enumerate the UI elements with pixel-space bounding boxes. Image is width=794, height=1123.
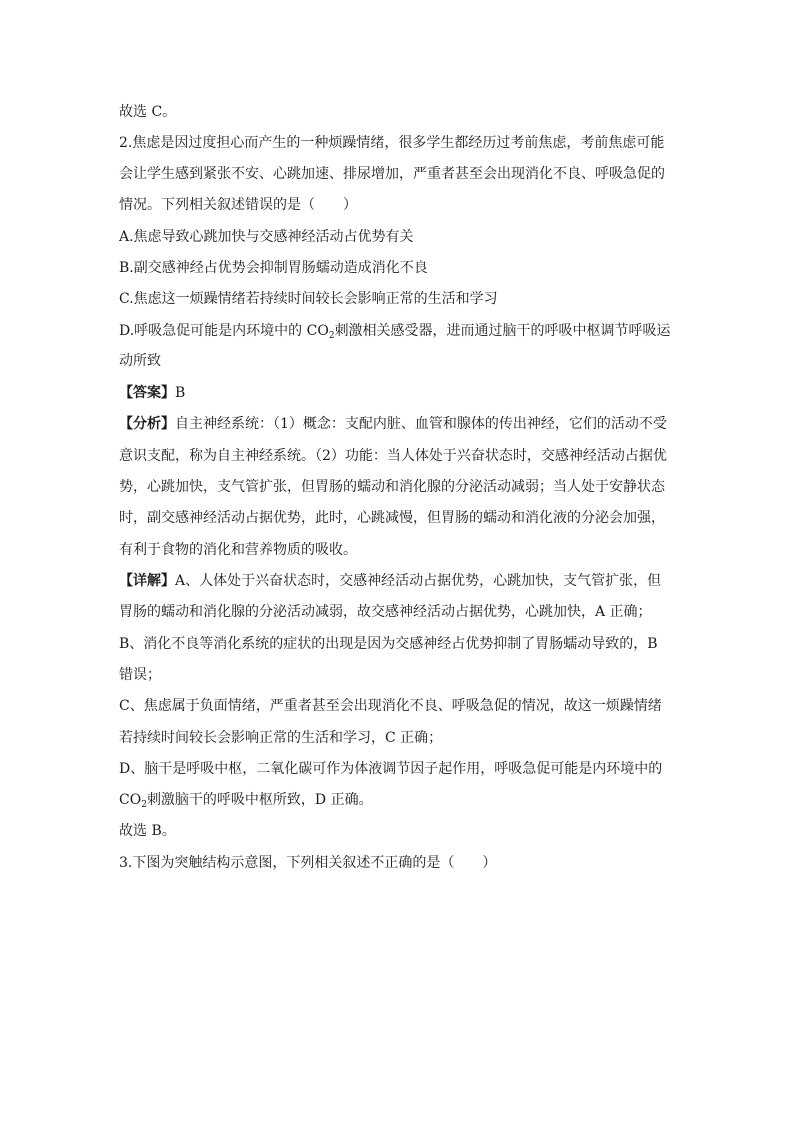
detail-text: A、人体处于兴奋状态时，交感神经活动占据优势，心跳加快，支气管扩张，但 [175,573,662,589]
question-stem-line: 会让学生感到紧张不安、心跳加速、排尿增加，严重者甚至会出现消化不良、呼吸急促的 [119,166,665,182]
detail-text: 刺激脑干的呼吸中枢所致，D 正确。 [146,792,373,808]
analysis-line: 有利于食物的消化和营养物质的吸收。 [119,542,357,558]
detail-line: 错误； [119,667,161,683]
detail-line: B、消化不良等消化系统的症状的出现是因为交感神经占优势抑制了胃肠蠕动导致的，B [119,636,658,652]
detail-line [119,571,679,591]
answer [119,383,679,403]
option-b: B.副交感神经占优势会抑制胃肠蠕动造成消化不良 [119,260,428,276]
analysis-label: 【分析】 [119,416,175,432]
subscript: 2 [141,800,147,810]
option-a: A.焦虑导致心跳加快与交感神经活动占优势有关 [119,229,414,245]
option-d-text: 刺激相关感受器，进而通过脑干的呼吸中枢调节呼吸运 [334,323,671,339]
analysis-line [119,414,679,434]
detail-label: 【详解】 [119,573,175,589]
answer-label: 【答案】 [119,385,175,401]
prev-conclusion: 故选 C。 [119,104,177,120]
analysis-line: 时，副交感神经活动占据优势，此时，心跳减慢，但胃肠的蠕动和消化液的分泌会加强， [119,510,665,526]
detail-line: 若持续时间较长会影响正常的生活和学习，C 正确； [119,730,443,746]
subscript: 2 [328,331,335,341]
question-3-stem: 3.下图为突触结构示意图，下列相关叙述不正确的是（ ） [119,855,497,871]
detail-text: CO [119,792,142,808]
detail-line: C、焦虑属于负面情绪，严重者甚至会出现消化不良、呼吸急促的情况，故这一烦躁情绪 [119,698,662,714]
option-c: C.焦虑这一烦躁情绪若持续时间较长会影响正常的生活和学习 [119,291,498,307]
detail-line [119,790,679,810]
question-2-conclusion: 故选 B。 [119,823,176,839]
option-d [119,321,679,341]
question-stem-line: 2.焦虑是因过度担心而产生的一种烦躁情绪，很多学生都经历过考前焦虑，考前焦虑可能 [119,135,665,151]
detail-line: 胃肠的蠕动和消化腺的分泌活动减弱，故交感神经活动占据优势，心跳加快，A 正确； [119,604,652,620]
analysis-line: 意识支配，称为自主神经系统。（2）功能：当人体处于兴奋状态时，交感神经活动占据优 [119,448,667,464]
analysis-line: 势，心跳加快，支气管扩张，但胃肠的蠕动和消化腺的分泌活动减弱；当人处于安静状态 [119,479,665,495]
answer-value: B [175,385,186,401]
analysis-text: 自主神经系统：（1）概念：支配内脏、血管和腺体的传出神经，它们的活动不受 [175,416,667,432]
detail-line: D、脑干是呼吸中枢，二氧化碳可作为体液调节因子起作用，呼吸急促可能是内环境中的 [119,761,663,777]
option-d-text: D.呼吸急促可能是内环境中的 CO [119,323,329,339]
option-d-continued: 动所致 [119,353,161,369]
question-stem-line: 情况。下列相关叙述错误的是（ ） [119,197,357,213]
